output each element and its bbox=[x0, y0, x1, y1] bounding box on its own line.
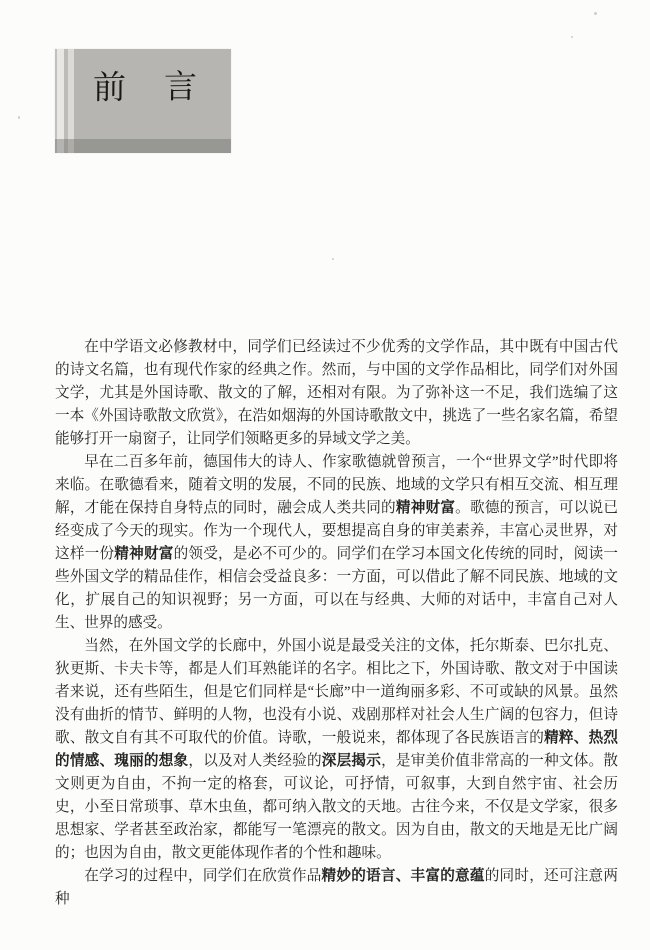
emphasis-text: 精神财富 bbox=[395, 500, 456, 516]
body-text-run: 早在二百多年前，德国伟大的诗人、作家歌德就曾预言，一个“世界文学”时代即将来临。在歌德看来，随着文明的发展，不同的民族、地域的文学只有相互交流、相互理解，才能在保持自身特点的同时，融会成人类共同的 bbox=[55, 454, 618, 516]
body-text-run: 。歌德的预言，可以说已经变成了今天的现实。作为一个现代人，要想提高自身的审美素养，丰富心灵世界，对这样一份 bbox=[55, 500, 618, 562]
scan-speck bbox=[332, 258, 334, 260]
body-text-run: 的领受，是必不可少的。同学们在学习本国文化传统的同时，阅读一些外国文学的精品佳作，相信会受益良多：一方面，可以借此了解不同民族、地域的文化，扩展自己的知识视野；另一方面，可以在与经典、大师的对话中，丰富自己对人生、世界的感受。 bbox=[55, 546, 618, 631]
emphasis-text: 精妙的语言、丰富的意蕴 bbox=[321, 868, 485, 884]
preface-body bbox=[55, 336, 618, 950]
scan-speck bbox=[571, 36, 573, 38]
emphasis-text: 深层揭示 bbox=[321, 753, 382, 769]
body-text-run: ，是审美价值非常高的一种文体。散文则更为自由，不拘一定的格套，可议论，可抒情，可叙事，大到自然宇宙、社会历史，小至日常琐事、草木虫鱼，都可纳入散文的天地。古往今来，不仅是文学家，很多思想家、学者甚至政治家，都能写一笔漂亮的散文。因为自由，散文的天地是无比广阔的；也因为自由，散文更能体现作者的个性和趣味。 bbox=[55, 753, 618, 861]
body-text-run: 在学习的过程中，同学们在欣赏作品 bbox=[84, 868, 322, 884]
body-text-run: ，以及对人类经验的 bbox=[188, 753, 322, 769]
paragraph bbox=[55, 635, 618, 865]
scan-speck bbox=[18, 116, 20, 119]
scan-speck bbox=[594, 12, 597, 15]
paragraph bbox=[55, 336, 618, 451]
emphasis-text: 精神财富 bbox=[114, 546, 174, 562]
body-text-run: 在中学语文必修教材中，同学们已经读过不少优秀的文学作品，其中既有中国古代的诗文名篇，也有现代作家的经典之作。然而，与中国的文学作品相比，同学们对外国文学，尤其是外国诗歌、散文的了解，还相对有限。为了弥补这一不足，我们选编了这一本《外国诗歌散文欣赏》，在浩如烟海的外国诗歌散文中，挑选了一些名家名篇，希望能够打开一扇窗子，让同学们领略更多的异域文学之美。 bbox=[55, 339, 618, 447]
emphasis-text: 精粹、热烈的情感、瑰丽的想象 bbox=[55, 730, 618, 769]
body-text-run: 当然，在外国文学的长廊中，外国小说是最受关注的文体，托尔斯泰、巴尔扎克、狄更斯、卡夫卡等，都是人们耳熟能详的名字。相比之下，外国诗歌、散文对于中国读者来说，还有些陌生，但是它们同样是“长廊”中一道绚丽多彩、不可或缺的风景。虽然没有曲折的情节、鲜明的人物，也没有小说、戏剧那样对社会人生广阔的包容力，但诗歌、散文自有其不可取代的价值。诗歌，一般说来，都体现了各民族语言的 bbox=[55, 638, 618, 746]
paragraph bbox=[55, 865, 618, 911]
page-title: 前言 bbox=[92, 69, 236, 107]
body-text-run: 的同时，还可注意两种 bbox=[55, 868, 618, 907]
banner-bottom-strip bbox=[55, 139, 231, 153]
title-banner bbox=[55, 49, 236, 153]
paragraph bbox=[55, 451, 618, 635]
